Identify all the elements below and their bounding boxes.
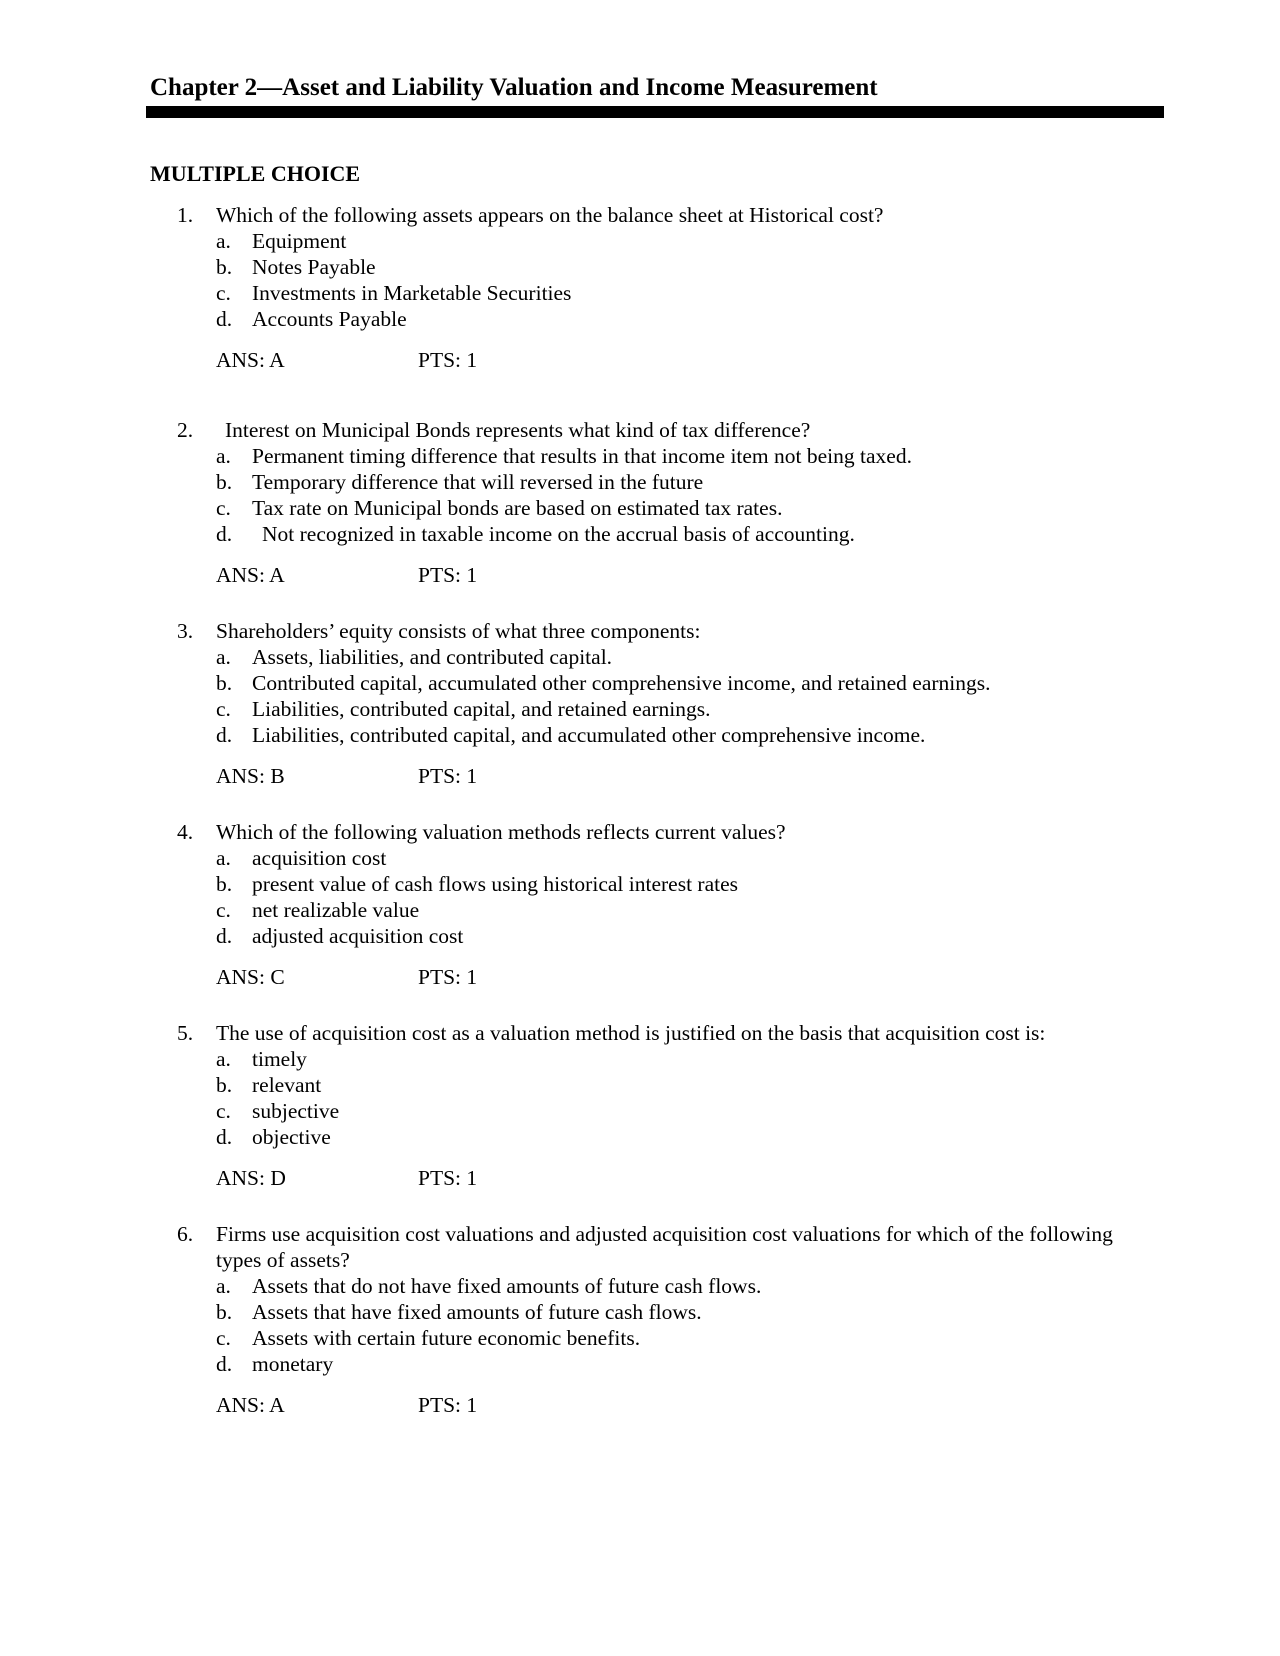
option-letter: b. — [216, 1073, 233, 1097]
option-text: Tax rate on Municipal bonds are based on estimated tax rates. — [252, 496, 783, 520]
question-number: 4. — [177, 820, 194, 844]
question-text-continued: types of assets? — [216, 1248, 350, 1272]
answer-key: ANS: B — [216, 764, 285, 788]
option-text: Assets with certain future economic benefits. — [252, 1326, 641, 1350]
question-text: Firms use acquisition cost valuations and adjusted acquisition cost valuations for which of the following — [216, 1222, 1113, 1246]
option-letter: b. — [216, 872, 233, 896]
option-text: Accounts Payable — [252, 307, 407, 331]
question-text: The use of acquisition cost as a valuation method is justified on the basis that acquisition cost is: — [216, 1021, 1046, 1045]
option-letter: c. — [216, 1099, 231, 1123]
option-text: monetary — [252, 1352, 334, 1376]
points-value: PTS: 1 — [418, 1166, 478, 1190]
option-text: relevant — [252, 1073, 322, 1097]
option-letter: c. — [216, 281, 231, 305]
question-number: 1. — [177, 203, 194, 227]
option-letter: c. — [216, 1326, 231, 1350]
option-letter: a. — [216, 444, 231, 468]
option-text: acquisition cost — [252, 846, 387, 870]
question-text: Which of the following assets appears on the balance sheet at Historical cost? — [216, 203, 884, 227]
section-heading: MULTIPLE CHOICE — [150, 161, 361, 186]
option-text: Assets that do not have fixed amounts of future cash flows. — [252, 1274, 762, 1298]
option-letter: b. — [216, 470, 233, 494]
question-number: 3. — [177, 619, 194, 643]
option-text: adjusted acquisition cost — [252, 924, 464, 948]
option-letter: b. — [216, 1300, 233, 1324]
option-letter: b. — [216, 255, 233, 279]
option-text: Equipment — [252, 229, 347, 253]
points-value: PTS: 1 — [418, 965, 478, 989]
question-number: 5. — [177, 1021, 194, 1045]
option-text: Liabilities, contributed capital, and accumulated other comprehensive income. — [252, 723, 926, 747]
option-letter: d. — [216, 924, 233, 948]
option-text: Assets, liabilities, and contributed capital. — [252, 645, 613, 669]
option-text: Temporary difference that will reversed in the future — [252, 470, 704, 494]
option-text: Assets that have fixed amounts of future cash flows. — [252, 1300, 702, 1324]
title-rule — [146, 106, 1164, 118]
option-text: timely — [252, 1047, 307, 1071]
points-value: PTS: 1 — [418, 563, 478, 587]
option-letter: c. — [216, 496, 231, 520]
question-text: Interest on Municipal Bonds represents what kind of tax difference? — [225, 418, 811, 442]
option-letter: d. — [216, 1125, 233, 1149]
option-text: objective — [252, 1125, 331, 1149]
answer-key: ANS: D — [216, 1166, 286, 1190]
option-text: Permanent timing difference that results in that income item not being taxed. — [252, 444, 912, 468]
option-letter: c. — [216, 697, 231, 721]
option-text: net realizable value — [252, 898, 420, 922]
option-letter: d. — [216, 1352, 233, 1376]
option-text: Contributed capital, accumulated other comprehensive income, and retained earnings. — [252, 671, 991, 695]
option-text: Not recognized in taxable income on the accrual basis of accounting. — [262, 522, 855, 546]
option-letter: c. — [216, 898, 231, 922]
option-letter: a. — [216, 645, 231, 669]
option-text: Liabilities, contributed capital, and retained earnings. — [252, 697, 711, 721]
answer-key: ANS: A — [216, 348, 285, 372]
points-value: PTS: 1 — [418, 348, 478, 372]
answer-key: ANS: C — [216, 965, 285, 989]
option-letter: d. — [216, 307, 233, 331]
option-letter: a. — [216, 1047, 231, 1071]
question-text: Which of the following valuation methods reflects current values? — [216, 820, 786, 844]
option-letter: d. — [216, 723, 233, 747]
option-letter: d. — [216, 522, 233, 546]
question-text: Shareholders’ equity consists of what three components: — [216, 619, 701, 643]
option-text: Notes Payable — [252, 255, 376, 279]
points-value: PTS: 1 — [418, 1393, 478, 1417]
points-value: PTS: 1 — [418, 764, 478, 788]
question-number: 2. — [177, 418, 194, 442]
answer-key: ANS: A — [216, 563, 285, 587]
question-number: 6. — [177, 1222, 194, 1246]
option-letter: b. — [216, 671, 233, 695]
option-text: Investments in Marketable Securities — [252, 281, 572, 305]
option-text: subjective — [252, 1099, 340, 1123]
option-text: present value of cash flows using historical interest rates — [252, 872, 738, 896]
option-letter: a. — [216, 229, 231, 253]
option-letter: a. — [216, 1274, 231, 1298]
answer-key: ANS: A — [216, 1393, 285, 1417]
chapter-title: Chapter 2—Asset and Liability Valuation and Income Measurement — [150, 74, 878, 101]
option-letter: a. — [216, 846, 231, 870]
